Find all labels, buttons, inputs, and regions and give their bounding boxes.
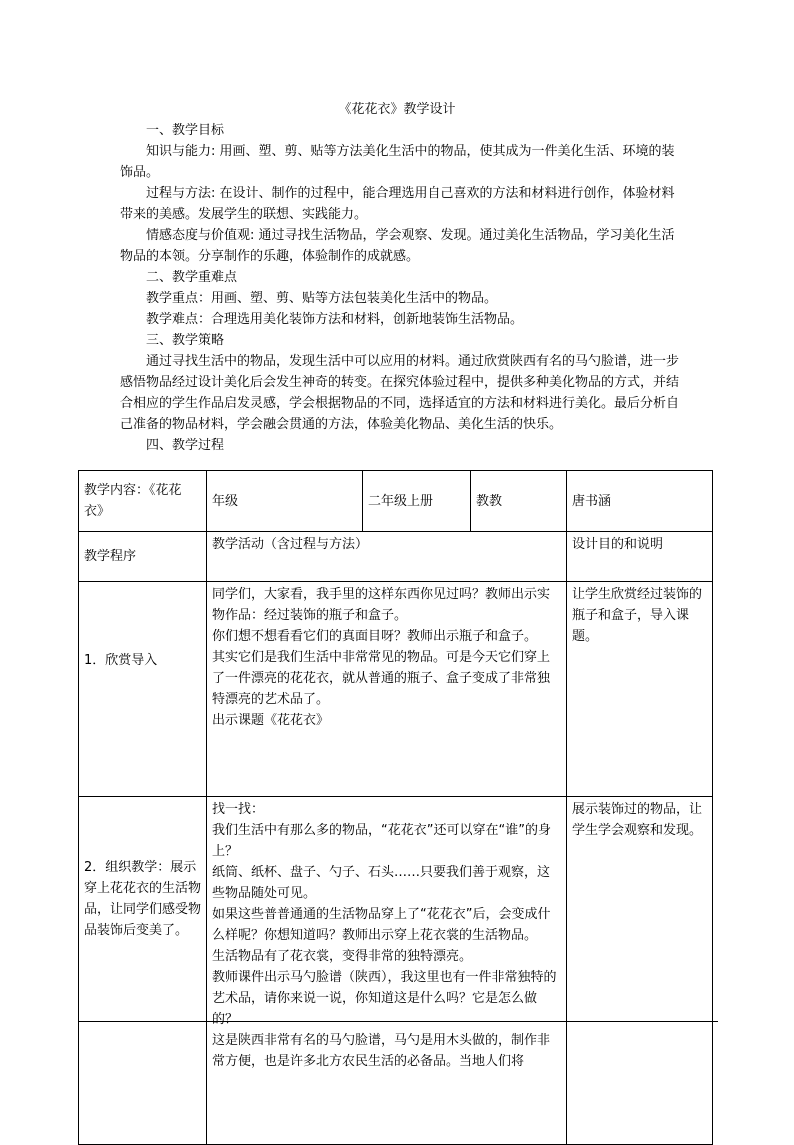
- goal-emotion: 情感态度与价值观: 通过寻找生活物品，学会观察、发现。通过美化生活物品，学习美化生活物品的本领。分享制作的乐趣，体验制作的成就感。: [120, 228, 675, 264]
- difficulty-text: 教学难点：合理选用美化装饰方法和材料，创新地装饰生活物品。: [146, 312, 524, 327]
- table-row: [79, 797, 713, 1145]
- purpose-cell: 让学生欣赏经过装饰的瓶子和盒子，导入课题。: [567, 582, 713, 797]
- activity-line: 我们生活中有那么多的物品，“花花衣”还可以穿在“谁”的身上？: [212, 823, 551, 859]
- goal-process: 过程与方法: 在设计、制作的过程中，能合理选用自己喜欢的方法和材料进行创作，体验材料带来的美感。发展学生的联想、实践能力。: [120, 186, 675, 222]
- lesson-table: [78, 470, 713, 1145]
- table-row: [79, 582, 713, 797]
- goals-heading: 一、教学目标: [146, 123, 225, 138]
- stage-cell: 2．组织教学：展示穿上花花衣的生活物品，让同学们感受物品装饰后变美了。: [79, 797, 207, 1145]
- purpose-cell: 展示装饰过的物品，让学生学会观察和发现。: [567, 797, 713, 1145]
- activity-line: 纸筒、纸杯、盘子、勺子、石头……只要我们善于观察，这些物品随处可见。: [212, 865, 551, 901]
- table-bottom-border: [78, 1021, 718, 1022]
- activity-line: 如果这些普普通通的生活物品穿上了“花花衣”后，会变成什么样呢？你想知道吗？教师出示穿上花衣裳的生活物品。: [212, 907, 551, 943]
- grade-value-cell: 二年级上册: [363, 471, 471, 532]
- activity-line: 这是陕西非常有名的马勺脸谱，马勺是用木头做的，制作非常方便，也是许多北方农民生活的必备品。当地人们将: [212, 1033, 551, 1069]
- body-text: [120, 120, 680, 456]
- page-title: 《花花衣》教学设计: [338, 102, 456, 117]
- strategy-heading: 三、教学策略: [146, 333, 225, 348]
- process-heading: 四、教学过程: [146, 438, 225, 453]
- activity-cell: [207, 582, 567, 797]
- activity-line: 你们想不想看看它们的真面目呀？教师出示瓶子和盒子。: [212, 629, 538, 644]
- stage-cell: 1．欣赏导入: [79, 582, 207, 797]
- procedure-header: 教学程序: [79, 532, 207, 582]
- purpose-header: 设计目的和说明: [567, 532, 713, 582]
- table-column-header-row: [79, 532, 713, 582]
- activity-line: 生活物品有了花衣裳，变得非常的独特漂亮。: [212, 949, 473, 964]
- keypoints-heading: 二、教学重难点: [146, 270, 238, 285]
- keypoint-text: 教学重点：用画、塑、剪、贴等方法包装美化生活中的物品。: [146, 291, 498, 306]
- teacher-label-cell: 教教: [471, 471, 567, 532]
- activity-line: 出示课题《花花衣》: [212, 713, 330, 728]
- content-label-cell: 教学内容：《花花衣》: [79, 471, 207, 532]
- activity-line: 找一找：: [212, 802, 265, 817]
- activity-cell: [207, 797, 567, 1145]
- goal-knowledge: 知识与能力: 用画、塑、剪、贴等方法美化生活中的物品，使其成为一件美化生活、环境的装饰品。: [120, 144, 675, 180]
- activity-header: 教学活动（含过程与方法）: [207, 532, 567, 582]
- activity-line: 同学们，大家看，我手里的这样东西你见过吗？教师出示实物作品：经过装饰的瓶子和盒子。: [212, 587, 551, 623]
- activity-line: 其实它们是我们生活中非常常见的物品。可是今天它们穿上了一件漂亮的花花衣，就从普通的瓶子、盒子变成了非常独特漂亮的艺术品了。: [212, 650, 551, 707]
- table-header-row: [79, 471, 713, 532]
- strategy-text: 通过寻找生活中的物品，发现生活中可以应用的材料。通过欣赏陕西有名的马勺脸谱，进一步感悟物品经过设计美化后会发生神奇的转变。在探究体验过程中，提供多种美化物品的方式，并结合相应的学生作品启发灵感，学会根据物品的不同，选择适宜的方法和材料进行美化。最后分析自己准备的物品材料，学会融会贯通的方法，体验美化物品、美化生活的快乐。: [120, 354, 680, 432]
- teacher-value-cell: 唐书涵: [567, 471, 713, 532]
- grade-label-cell: 年级: [207, 471, 363, 532]
- activity-line: 教师课件出示马勺脸谱（陕西），我这里也有一件非常独特的艺术品，请你来说一说，你知道这是什么吗？它是怎么做的？: [212, 970, 557, 1027]
